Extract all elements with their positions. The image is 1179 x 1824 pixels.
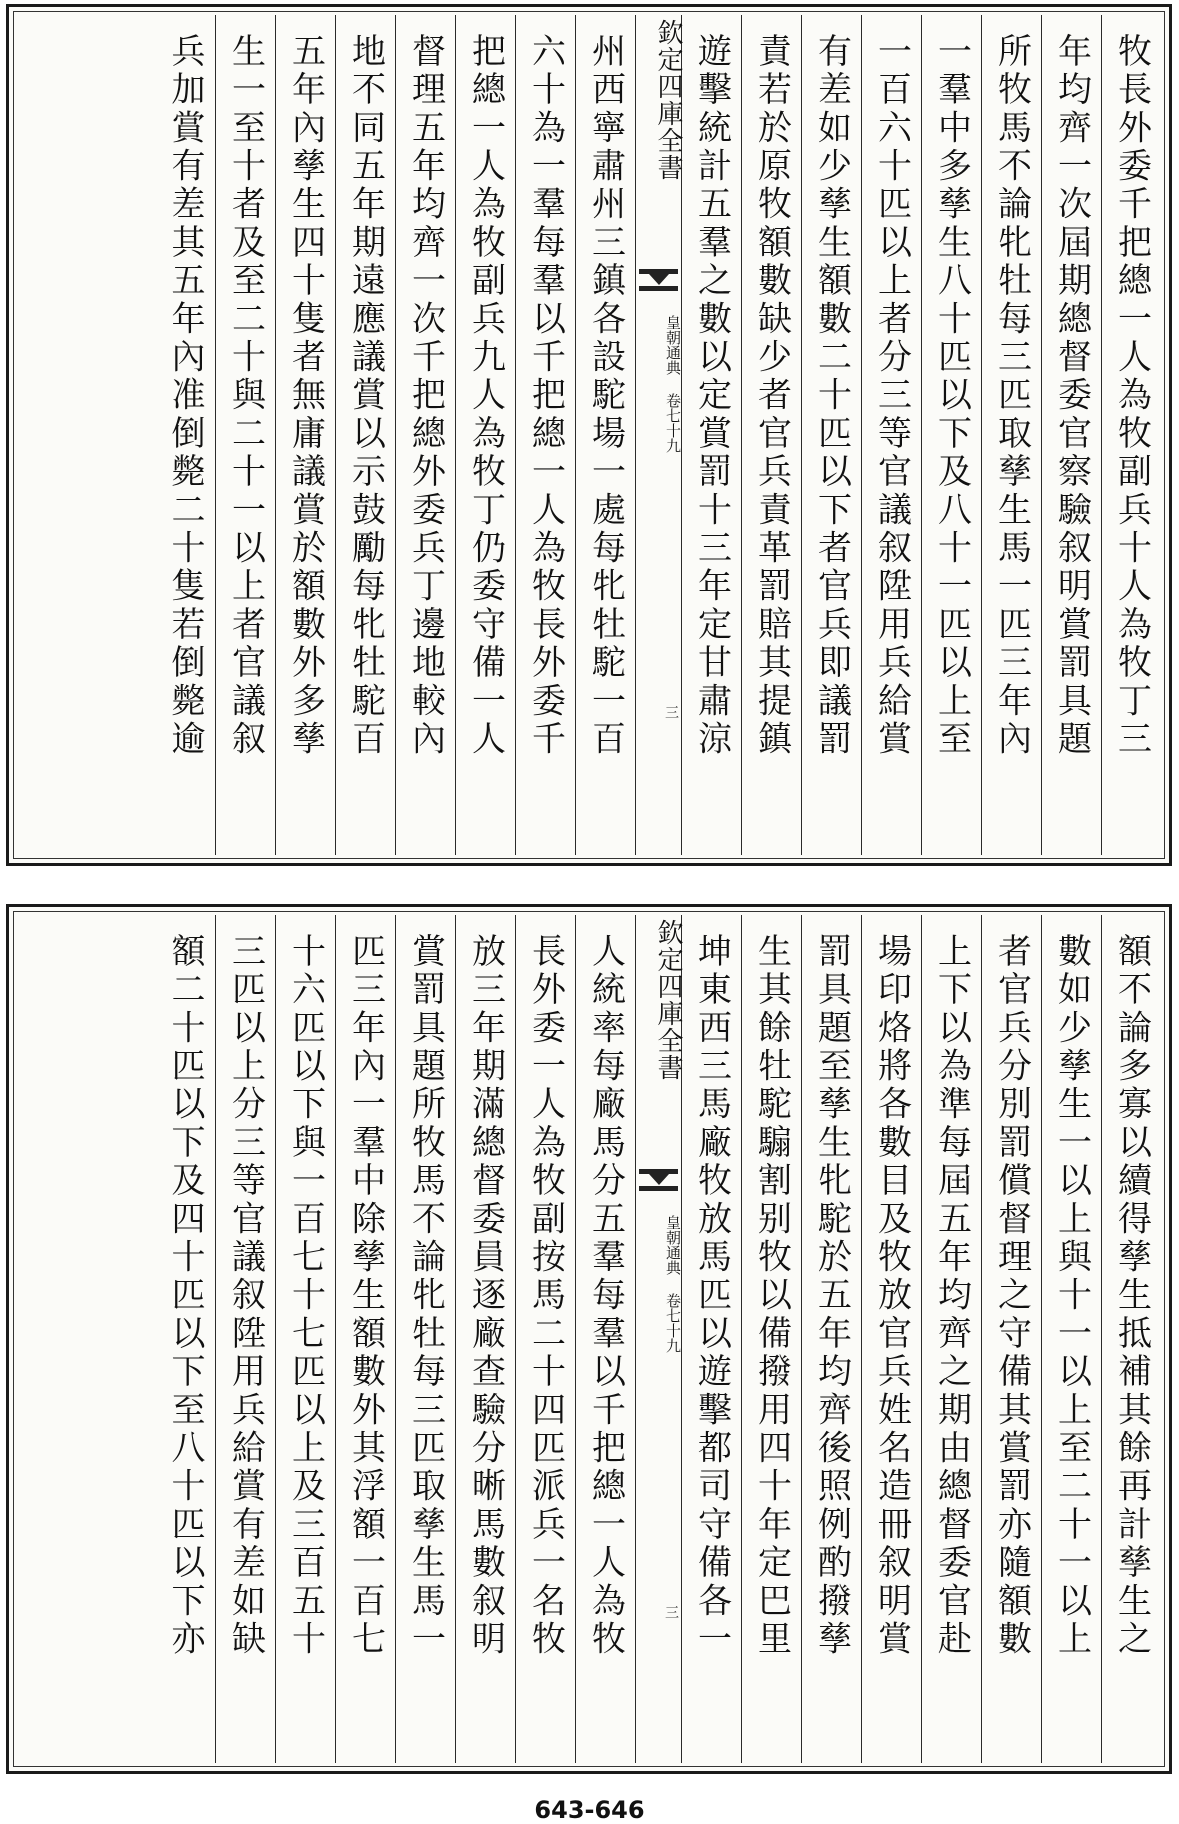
fishtail-mark: [639, 1169, 678, 1191]
volume-label: 皇朝通典 卷七十九: [664, 1215, 682, 1353]
column-text: 額不論多寡以續得孳生抵補其餘再計孳生之: [1111, 933, 1152, 1659]
text-column: [575, 915, 635, 1763]
text-column: [681, 915, 741, 1763]
column-text: 年均齊一次屆期總督委官察驗叙明賞罰具題: [1051, 33, 1092, 759]
text-column: [1041, 15, 1101, 855]
column-text: 數如少孳生一以上與十一以上至二十一以上: [1051, 933, 1092, 1659]
text-column: [741, 915, 801, 1763]
column-text: 把總一人為牧副兵九人為牧丁仍委守備一人: [465, 33, 506, 759]
column-text: 生一至十者及至二十與二十一以上者官議叙: [225, 33, 266, 759]
column-text: 一百六十匹以上者分三等官議叙陞用兵給賞: [871, 33, 912, 759]
column-text: 生其餘牡駝騸割别牧以備撥用四十年定巴里: [751, 933, 792, 1659]
text-column: [801, 915, 861, 1763]
column-text: 額二十匹以下及四十匹以下至八十匹以下亦: [165, 933, 205, 1659]
text-column: [921, 15, 981, 855]
text-column: [515, 915, 575, 1763]
text-column: [335, 915, 395, 1763]
column-text: 場印烙將各數目及牧放官兵姓名造冊叙明賞: [871, 933, 912, 1659]
column-text: 責若於原牧額數缺少者官兵責革罰賠其提鎮: [751, 33, 792, 759]
column-text: 遊擊統計五羣之數以定賞罰十三年定甘肅涼: [691, 33, 732, 759]
column-text: 匹三年內一羣中除孳生額數外其浮額一百七: [345, 933, 386, 1659]
lower-page: [6, 904, 1172, 1774]
column-text: 十六匹以下與一百七十七匹以上及三百五十: [285, 933, 326, 1659]
column-text: 長外委一人為牧副按馬二十四匹派兵一名牧: [525, 933, 566, 1659]
text-column: [1101, 15, 1161, 855]
text-column: [981, 15, 1041, 855]
page-range-footer: 643-646: [534, 1796, 645, 1824]
text-column: [575, 15, 635, 855]
upper-page-columns: [17, 15, 1161, 855]
text-column: [801, 15, 861, 855]
text-column: [1101, 915, 1161, 1763]
column-text: 罰具題至孳生牝駝於五年均齊後照例酌撥孳: [811, 933, 852, 1659]
text-column: [455, 15, 515, 855]
column-text: 三匹以上分三等官議叙陞用兵給賞有差如缺: [225, 933, 266, 1659]
text-column: [395, 915, 455, 1763]
column-text: 者官兵分別罰償督理之守備其賞罰亦隨額數: [991, 933, 1032, 1659]
column-text: 賞罰具題所牧馬不論牝牡每三匹取孳生馬一: [405, 933, 446, 1659]
column-text: 六十為一羣每羣以千把總一人為牧長外委千: [525, 33, 566, 759]
text-column: [275, 915, 335, 1763]
text-column: [395, 15, 455, 855]
book-title: 欽定四庫全書: [653, 919, 683, 1081]
text-column: [741, 15, 801, 855]
text-column: [861, 915, 921, 1763]
text-column: [275, 15, 335, 855]
column-text: 督理五年均齊一次千把總外委兵丁邊地較內: [405, 33, 446, 759]
column-text: 兵加賞有差其五年內准倒斃二十隻若倒斃逾: [165, 33, 205, 759]
leaf-number: 三: [663, 705, 679, 719]
text-column: [681, 15, 741, 855]
center-fold-strip: [635, 15, 681, 855]
column-text: 五年內孳生四十隻者無庸議賞於額數外多孳: [285, 33, 326, 759]
text-column: [515, 15, 575, 855]
upper-page: [6, 4, 1172, 866]
text-column: [981, 915, 1041, 1763]
column-text: 地不同五年期遠應議賞以示鼓勵每牝牡駝百: [345, 33, 386, 759]
column-text: 牧長外委千把總一人為牧副兵十人為牧丁三: [1111, 33, 1152, 759]
text-column: [215, 15, 275, 855]
volume-label: 皇朝通典 卷七十九: [664, 315, 682, 453]
column-text: 州西寧肅州三鎮各設駝場一處每牝牡駝一百: [585, 33, 626, 759]
column-text: 人統率每廠馬分五羣每羣以千把總一人為牧: [585, 933, 626, 1659]
column-text: 放三年期滿總督委員逐廠查驗分晰馬數叙明: [465, 933, 506, 1659]
lower-page-columns: [17, 915, 1161, 1763]
leaf-number: 三: [663, 1605, 679, 1619]
text-column: [861, 15, 921, 855]
column-text: 一羣中多孳生八十匹以下及八十一匹以上至: [931, 33, 972, 759]
text-column: [215, 915, 275, 1763]
center-fold-strip: [635, 915, 681, 1763]
text-column: [455, 915, 515, 1763]
column-text: 所牧馬不論牝牡每三匹取孳生馬一匹三年內: [991, 33, 1032, 759]
book-title: 欽定四庫全書: [653, 19, 683, 181]
text-column: [155, 915, 215, 1763]
fishtail-mark: [639, 269, 678, 291]
column-text: 上下以為準每屆五年均齊之期由總督委官赴: [931, 933, 972, 1659]
text-column: [335, 15, 395, 855]
column-text: 坤東西三馬廠牧放馬匹以遊擊都司守備各一: [691, 933, 732, 1659]
text-column: [1041, 915, 1101, 1763]
text-column: [155, 15, 215, 855]
text-column: [921, 915, 981, 1763]
column-text: 有差如少孳生額數二十匹以下者官兵即議罰: [811, 33, 852, 759]
